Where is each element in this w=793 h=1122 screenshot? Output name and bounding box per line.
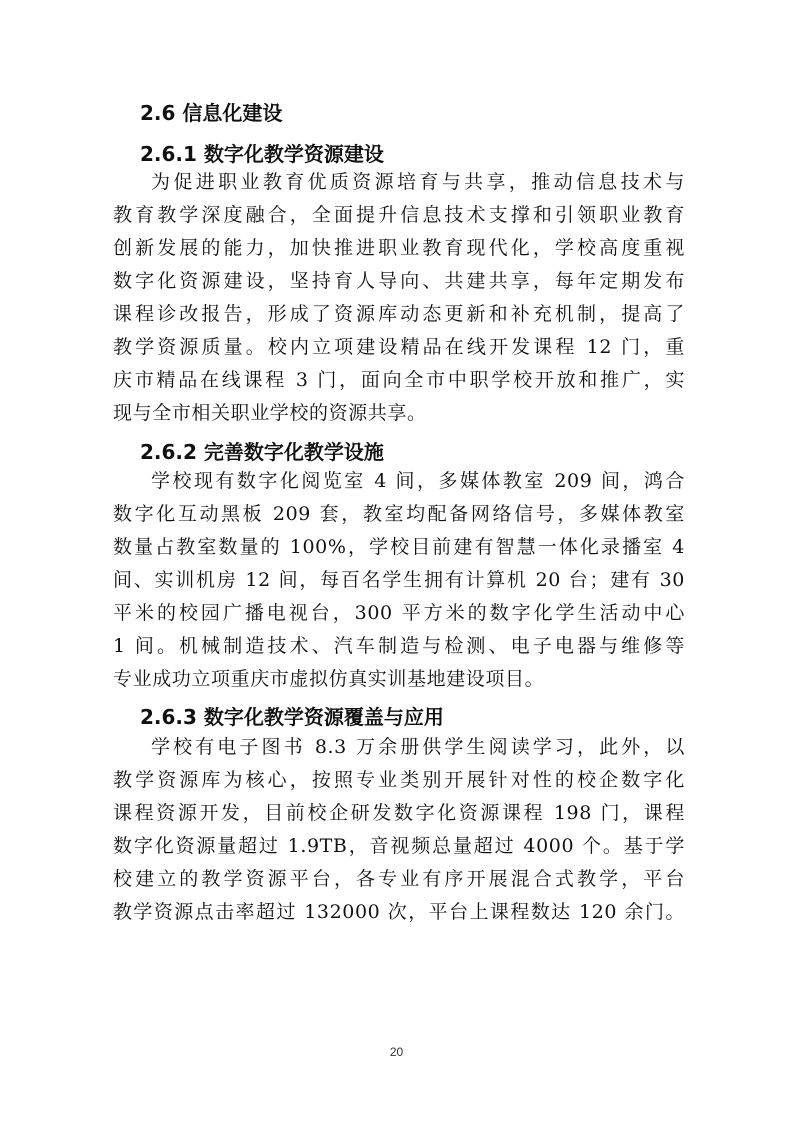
text-line: 专业成功立项重庆市虚拟仿真实训基地建设项目。 bbox=[113, 668, 545, 690]
text-line: 课程资源开发，目前校企研发数字化资源课程 198 门，课程 bbox=[113, 802, 685, 824]
text-line: 课程诊改报告，形成了资源库动态更新和补充机制，提高了 bbox=[113, 303, 685, 325]
text-line: 数量占教室数量的 100%，学校目前建有智慧一体化录播室 4 bbox=[113, 536, 685, 558]
text-line: 学校现有数字化阅览室 4 间，多媒体教室 209 间，鸿合 bbox=[151, 470, 685, 492]
subsection-heading-2-6-3: 2.6.3 数字化教学资源覆盖与应用 bbox=[140, 705, 444, 729]
page-number: 20 bbox=[389, 1045, 404, 1059]
text-line: 现与全市相关职业学校的资源共享。 bbox=[113, 402, 427, 424]
subsection-heading-2-6-2: 2.6.2 完善数字化教学设施 bbox=[140, 440, 384, 464]
text-line: 数字化资源建设，坚持育人导向、共建共享，每年定期发布 bbox=[113, 270, 685, 292]
paragraph-2-6-2 bbox=[113, 465, 685, 696]
text-line: 教学资源质量。校内立项建设精品在线开发课程 12 门，重 bbox=[113, 336, 685, 358]
text-line: 教育教学深度融合，全面提升信息技术支撑和引领职业教育 bbox=[113, 204, 685, 226]
text-line: 校建立的教学资源平台，各专业有序开展混合式教学，平台 bbox=[113, 868, 685, 890]
text-line: 1 间。机械制造技术、汽车制造与检测、电子电器与维修等 bbox=[113, 635, 685, 657]
text-line: 学校有电子图书 8.3 万余册供学生阅读学习，此外，以 bbox=[151, 736, 685, 758]
text-line: 庆市精品在线课程 3 门，面向全市中职学校开放和推广，实 bbox=[113, 369, 685, 391]
text-line: 间、实训机房 12 间，每百名学生拥有计算机 20 台；建有 30 bbox=[113, 569, 685, 591]
paragraph-2-6-3 bbox=[113, 731, 685, 929]
text-line: 平米的校园广播电视台，300 平方米的数字化学生活动中心 bbox=[113, 602, 685, 624]
text-line: 数字化资源量超过 1.9TB，音视频总量超过 4000 个。基于学 bbox=[113, 835, 685, 857]
text-line: 教学资源库为核心，按照专业类别开展针对性的校企数字化 bbox=[113, 769, 685, 791]
text-line: 数字化互动黑板 209 套，教室均配备网络信号，多媒体教室 bbox=[113, 503, 685, 525]
section-heading: 2.6 信息化建设 bbox=[140, 101, 283, 125]
subsection-heading-2-6-1: 2.6.1 数字化教学资源建设 bbox=[140, 142, 384, 166]
paragraph-2-6-1 bbox=[113, 166, 685, 430]
text-line: 创新发展的能力，加快推进职业教育现代化，学校高度重视 bbox=[113, 237, 685, 259]
text-line: 为促进职业教育优质资源培育与共享，推动信息技术与 bbox=[151, 171, 685, 193]
text-line: 教学资源点击率超过 132000 次，平台上课程数达 120 余门。 bbox=[113, 901, 685, 923]
